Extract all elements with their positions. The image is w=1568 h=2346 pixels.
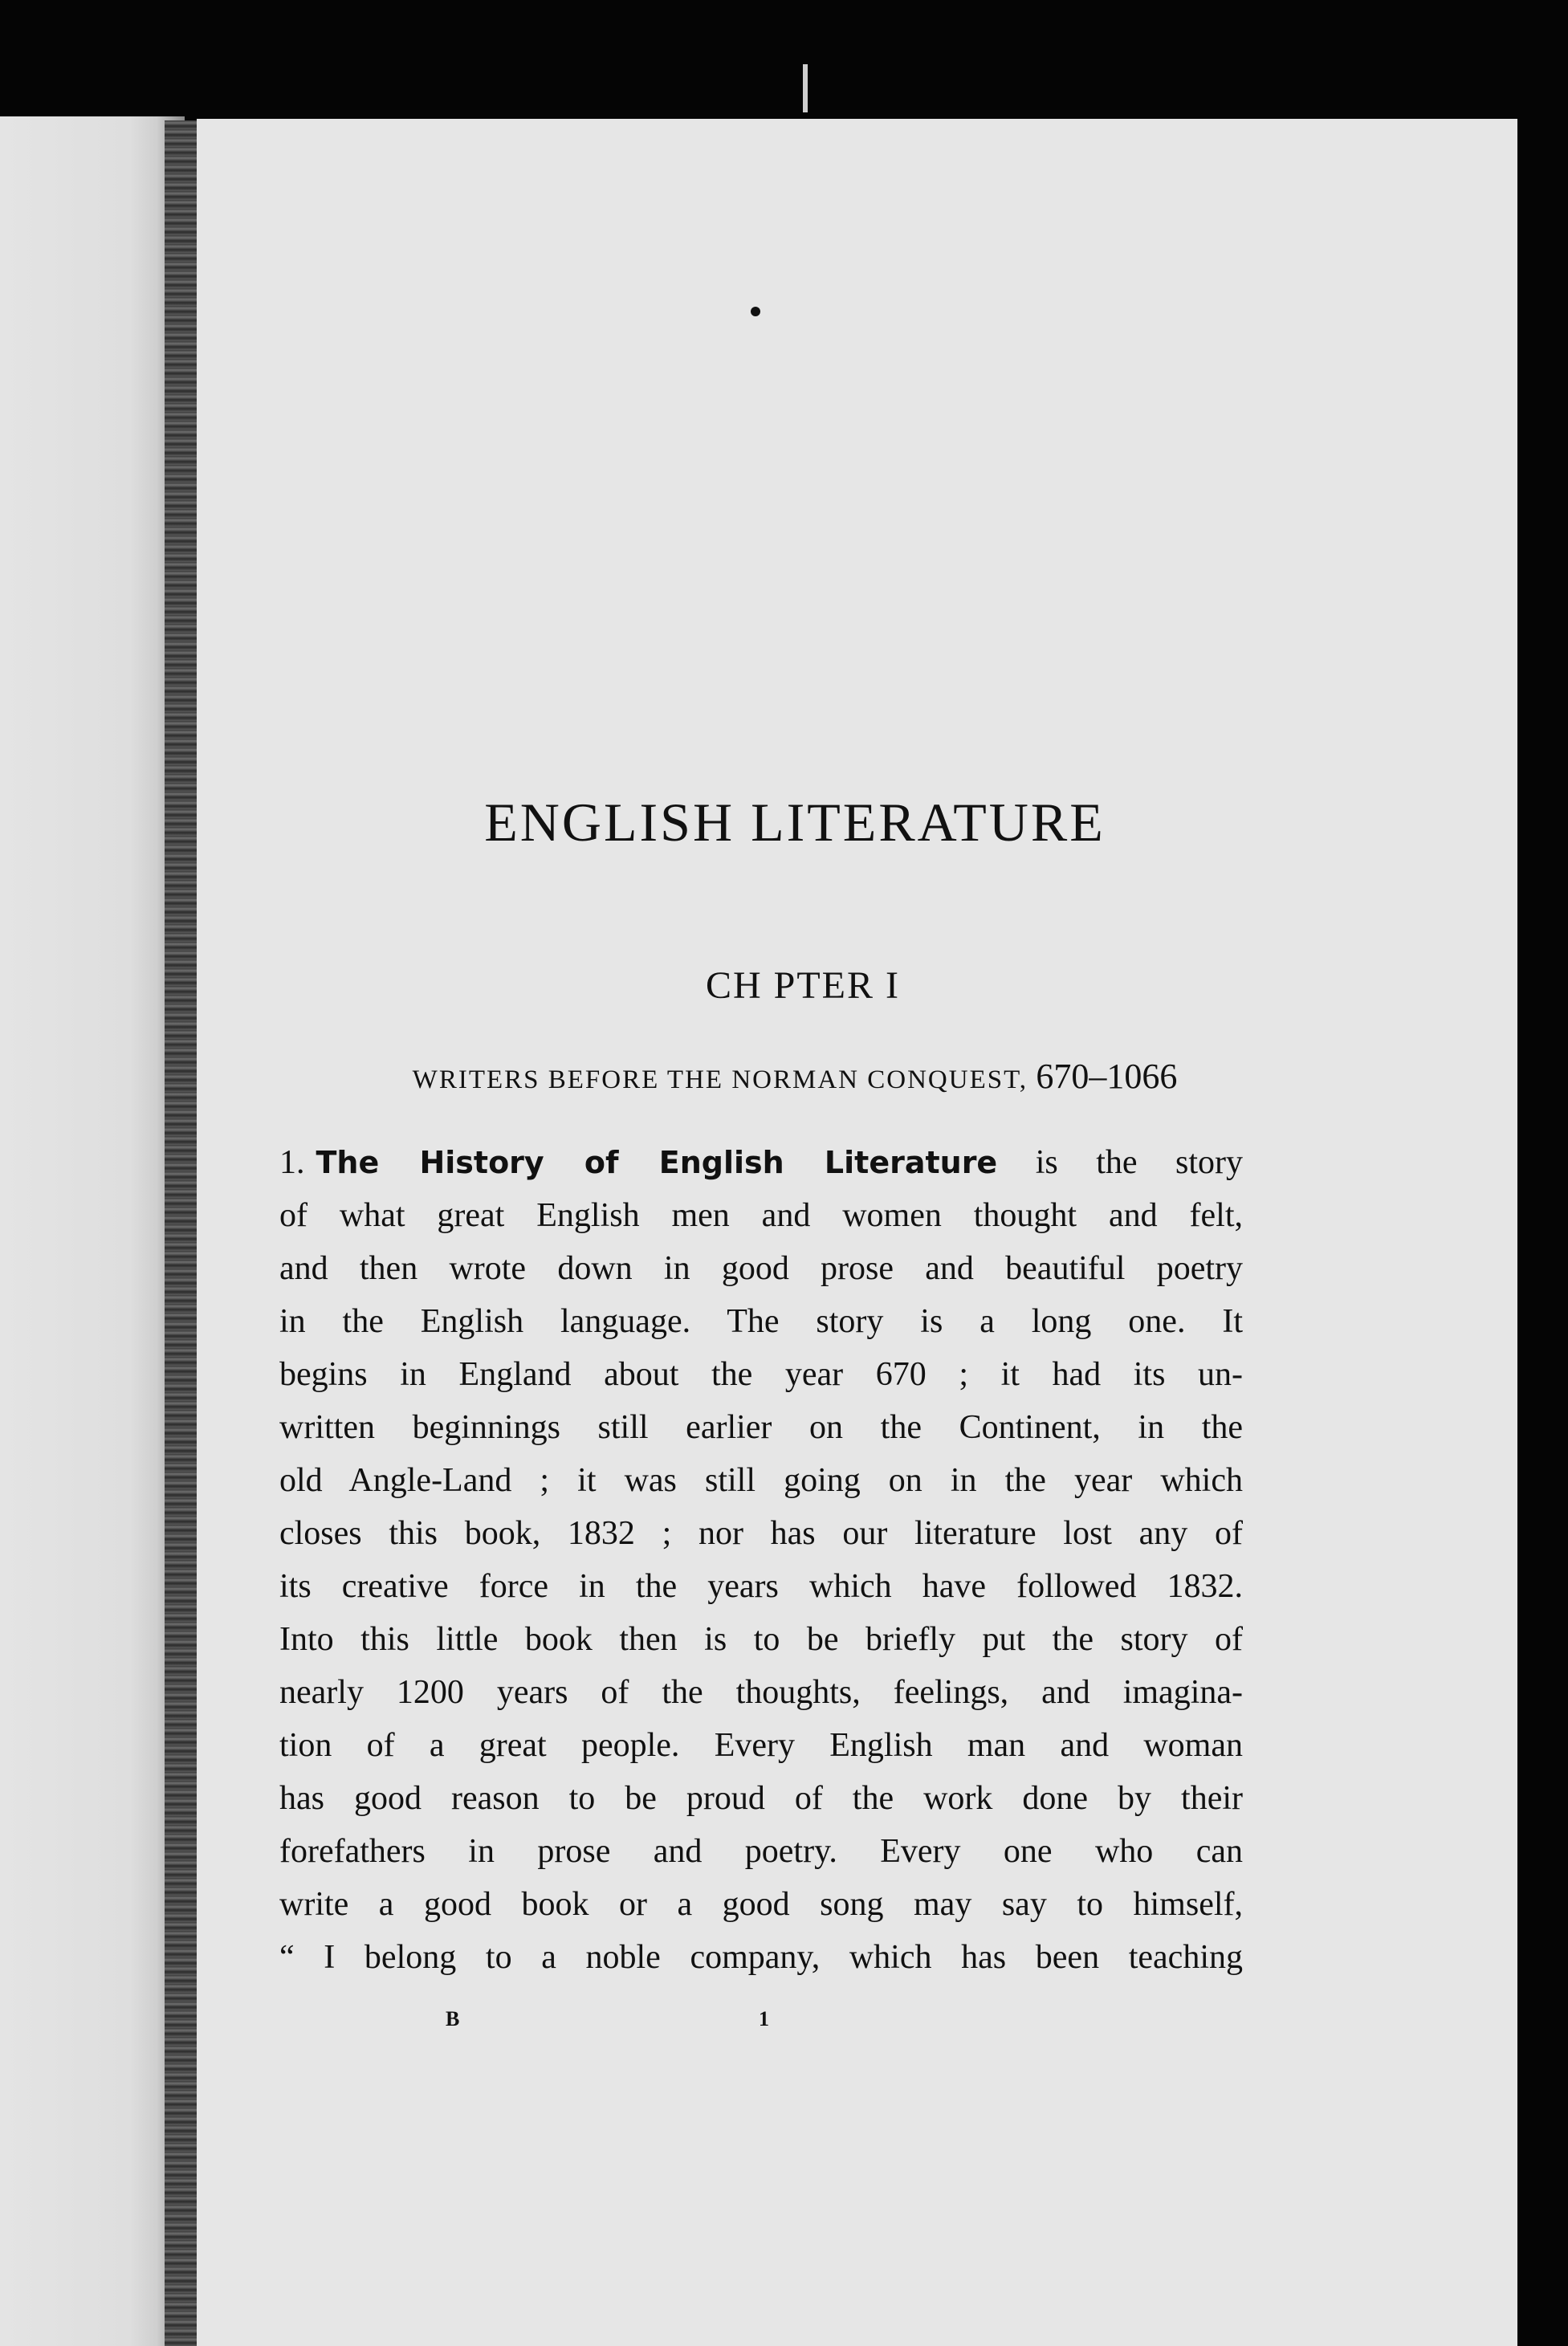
section-heading-years: 670–1066 — [1036, 1057, 1178, 1096]
chapter-heading: CH PTER I — [705, 964, 900, 1007]
text-line: in the English language. The story is a long one. It — [279, 1303, 1243, 1340]
scan-border-top — [0, 0, 1568, 120]
text-line: “ I belong to a noble company, which has been teaching — [279, 1939, 1243, 1976]
text-line: begins in England about the year 670 ; it had its un- — [279, 1356, 1243, 1393]
page-title: ENGLISH LITERATURE — [484, 792, 1106, 853]
text-line: forefathers in prose and poetry. Every one who can — [279, 1833, 1243, 1870]
scan-artifact — [803, 64, 808, 112]
paragraph-number: 1. — [279, 1144, 305, 1181]
text-line: closes this book, 1832 ; nor has our literature lost any of — [279, 1515, 1243, 1552]
text-line: Into this little book then is to be briefly put the story of — [279, 1621, 1243, 1658]
scan-speck — [751, 307, 760, 316]
text-line: written beginnings still earlier on the Continent, in the — [279, 1409, 1243, 1446]
section-heading — [305, 1056, 1285, 1097]
text-line: has good reason to be proud of the work done by their — [279, 1780, 1243, 1817]
paragraph-first-line — [279, 1136, 1243, 1189]
page-number: 1 — [759, 2007, 769, 2030]
text-line: write a good book or a good song may say to himself, — [279, 1886, 1243, 1923]
text-line: and then wrote down in good prose and beautiful poetry — [279, 1250, 1243, 1287]
text-line: old Angle-Land ; it was still going on in the year which — [279, 1462, 1243, 1499]
text-line: of what great English men and women thought and felt, — [279, 1197, 1243, 1234]
scan-border-right — [1517, 112, 1568, 2346]
text-line: is the story — [1035, 1144, 1244, 1181]
text-line: nearly 1200 years of the thoughts, feelings, and imagina- — [279, 1674, 1243, 1711]
section-heading-text: WRITERS BEFORE THE NORMAN CONQUEST, — [412, 1065, 1028, 1094]
paragraph-lead: The History of English Literature — [316, 1145, 998, 1180]
facing-page-edge — [0, 116, 185, 2346]
book-gutter — [165, 120, 197, 2346]
text-line: its creative force in the years which have followed 1832. — [279, 1568, 1243, 1605]
text-line: tion of a great people. Every English man and woman — [279, 1727, 1243, 1764]
body-paragraph — [279, 1136, 1243, 1984]
signature-mark: B — [446, 2007, 460, 2030]
